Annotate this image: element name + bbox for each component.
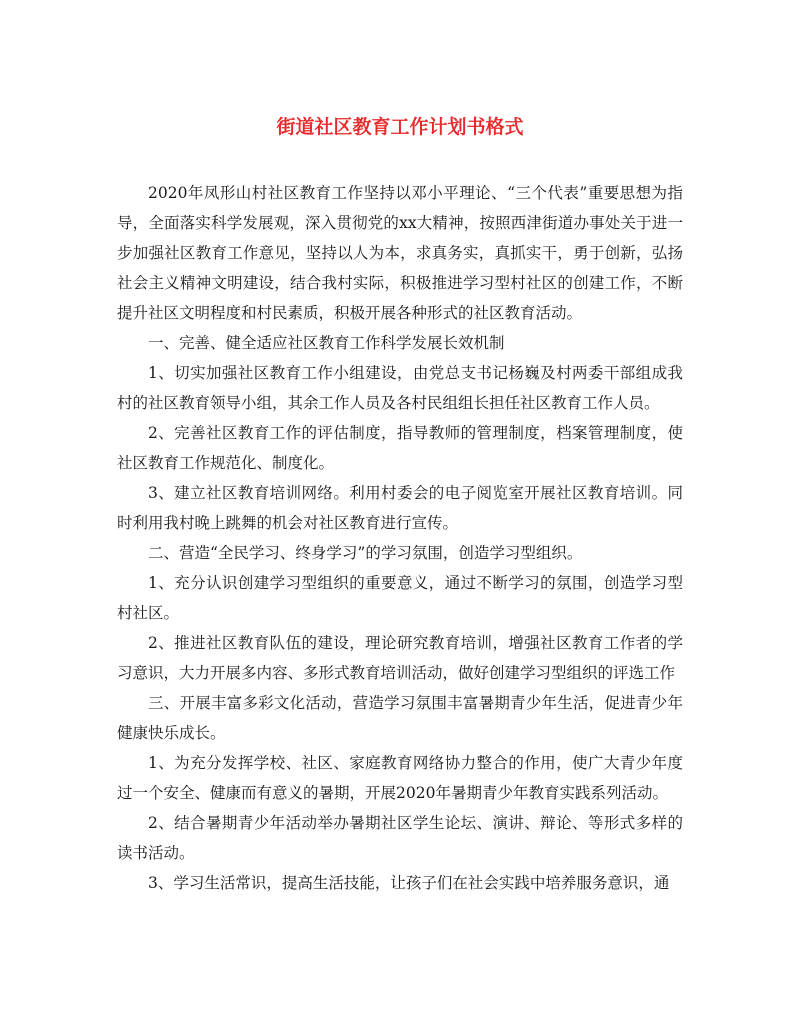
document-body bbox=[117, 178, 683, 898]
paragraph-3-2: 2、结合暑期青少年活动举办暑期社区学生论坛、演讲、辩论、等形式多样的读书活动。 bbox=[117, 814, 683, 862]
section-heading-2: 二、营造“全民学习、终身学习”的学习氛围，创造学习型组织。 bbox=[148, 544, 583, 562]
paragraph-2-1: 1、充分认识创建学习型组织的重要意义，通过不断学习的氛围，创造学习型村社区。 bbox=[117, 574, 683, 622]
section-heading-3: 三、开展丰富多彩文化活动，营造学习氛围丰富暑期青少年生活，促进青少年健康快乐成长。 bbox=[117, 694, 683, 742]
paragraph-1-2: 2、完善社区教育工作的评估制度，指导教师的管理制度，档案管理制度，使社区教育工作规范化、制度化。 bbox=[117, 424, 683, 472]
document-title: 街道社区教育工作计划书格式 bbox=[276, 116, 524, 138]
paragraph-1-3: 3、建立社区教育培训网络。利用村委会的电子阅览室开展社区教育培训。同时利用我村晚上跳舞的机会对社区教育进行宣传。 bbox=[117, 484, 683, 532]
paragraph-3-1: 1、为充分发挥学校、社区、家庭教育网络协力整合的作用，使广大青少年度过一个安全、健康而有意义的暑期，开展2020年暑期青少年教育实践系列活动。 bbox=[117, 754, 683, 802]
section-heading-1: 一、完善、健全适应社区教育工作科学发展长效机制 bbox=[148, 334, 505, 352]
paragraph-1-1: 1、切实加强社区教育工作小组建设，由党总支书记杨巍及村两委干部组成我村的社区教育领导小组，其余工作人员及各村民组组长担任社区教育工作人员。 bbox=[117, 364, 683, 412]
paragraph-2-2: 2、推进社区教育队伍的建设，理论研究教育培训，增强社区教育工作者的学习意识，大力开展多内容、多形式教育培训活动，做好创建学习型组织的评选工作 bbox=[117, 634, 683, 682]
paragraph-3-3: 3、学习生活常识，提高生活技能，让孩子们在社会实践中培养服务意识，通 bbox=[148, 874, 670, 892]
paragraph-intro: 2020年凤形山村社区教育工作坚持以邓小平理论、“三个代表”重要思想为指导，全面落实科学发展观，深入贯彻党的xx大精神，按照西津街道办事处关于进一步加强社区教育工作意见，坚持以人为本，求真务实，真抓实干，勇于创新，弘扬社会主义精神文明建设，结合我村实际，积极推进学习型村社区的创建工作，不断提升社区文明程度和村民素质，积极开展各种形式的社区教育活动。 bbox=[117, 184, 683, 322]
